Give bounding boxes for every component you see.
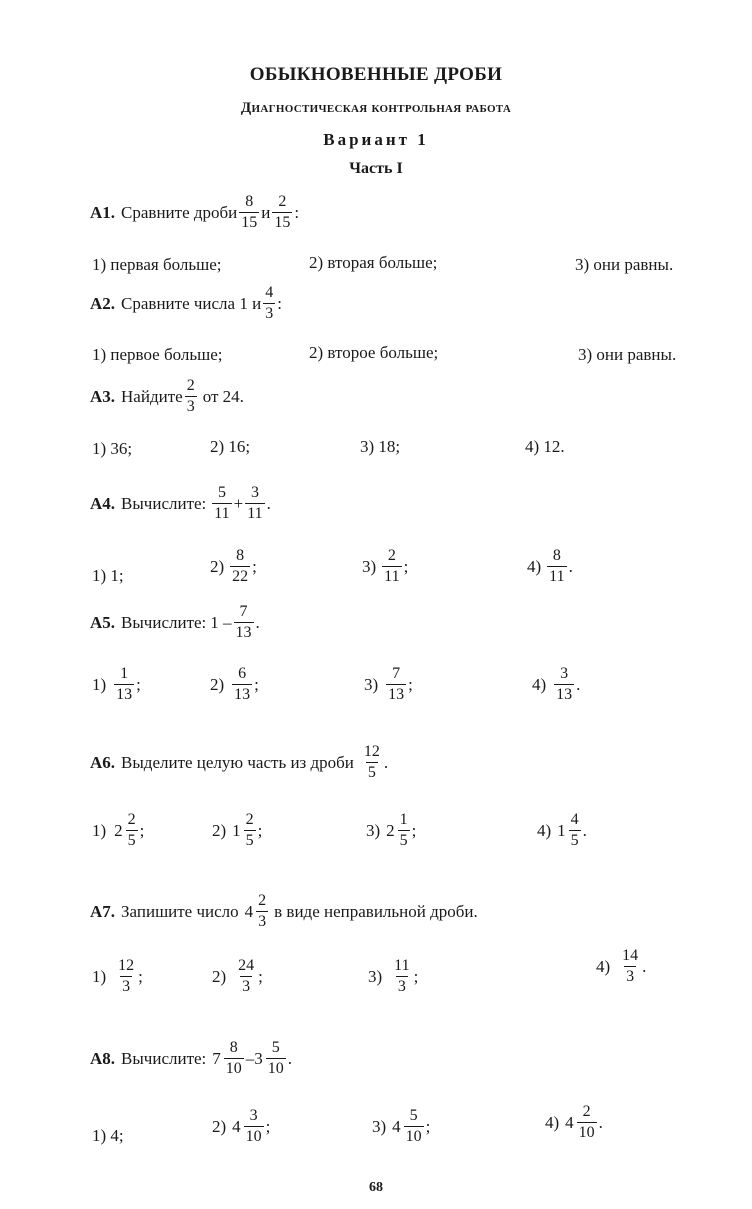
option-a5-1: 1) $\frac{1}{13}$ ; [92,665,141,703]
option-a6-2: 2) 1 $\frac{2}{5}$ ; [212,811,263,849]
question-a5: A5. Вычислите: 1 – $\frac{7}{13}$ . [90,603,260,641]
question-text: Вычислите: [121,612,207,632]
question-text: Вычислите: [121,493,207,513]
page-subtitle: Диагностическая контрольная работа [240,100,512,116]
option-a3-3: 3) 18; [360,437,401,456]
question-text: Найдите [121,386,183,406]
fraction: $\frac{24}{3}$ [238,957,255,995]
fraction: $\frac{8}{11}$ [549,547,565,585]
option-a8-4: 4) 4 $\frac{2}{10}$ . [545,1103,603,1141]
fraction: $\frac{1}{5}$ [399,811,408,849]
option-a1-3: 3) они равны. [575,255,674,274]
fraction: $\frac{8}{10}$ [225,1039,242,1077]
question-label: A7. [90,901,116,921]
conjunction: и [261,202,271,222]
question-a8: A8. Вычислите: 7 $\frac{8}{10}$ – 3 $\frac{5}{10}$ . [90,1039,293,1077]
variant-heading: Вариант 1 [323,130,429,149]
fraction: $\frac{2}{11}$ [384,547,400,585]
option-a3-2: 2) 16; [210,437,251,456]
question-text: Сравните числа 1 и [121,293,262,313]
operator: – [245,1048,255,1068]
question-label: A4. [90,493,116,513]
fraction: $\frac{5}{11}$ [214,484,230,522]
question-a2: A2. Сравните числа 1 и $\frac{4}{3}$ : [90,284,282,322]
question-label: A6. [90,752,116,772]
option-a4-1: 1) 1; [92,566,124,585]
option-a8-1: 1) 4; [92,1126,124,1145]
question-text: Выделите целую часть из дроби [121,752,354,772]
fraction: $\frac{6}{13}$ [234,665,251,703]
fraction: $\frac{2}{3}$ [186,377,195,415]
question-tail: от 24. [202,386,244,406]
fraction: $\frac{8}{22}$ [232,547,249,585]
fraction: $\frac{2}{3}$ [258,892,267,930]
fraction: $\frac{5}{10}$ [405,1107,422,1145]
fraction: $\frac{3}{10}$ [245,1107,262,1145]
option-a3-4: 4) 12. [525,437,565,456]
fraction: $\frac{5}{10}$ [267,1039,284,1077]
question-a7: A7. Запишите число 4 $\frac{2}{3}$ в виде неправильной дроби. [90,892,478,930]
question-label: A8. [90,1048,116,1068]
option-a2-3: 3) они равны. [578,345,677,364]
fraction: $\frac{3}{11}$ [247,484,263,522]
question-label: A5. [90,612,116,632]
fraction: $\frac{3}{13}$ [556,665,573,703]
operator: + [233,493,244,513]
question-label: A3. [90,386,116,406]
fraction: $\frac{2}{5}$ [127,811,136,849]
option-a1-2: 2) вторая больше; [309,253,438,272]
fraction: $\frac{12}{3}$ [118,957,135,995]
question-a3 [90,378,244,415]
option-a5-3: 3) $\frac{7}{13}$ ; [364,665,413,703]
option-a4-3: 3) $\frac{2}{11}$ ; [362,547,409,585]
fraction: $\frac{7}{13}$ [388,665,405,703]
fraction: $\frac{2}{5}$ [245,811,254,849]
option-a1-1: 1) первая больше; [92,255,222,274]
option-a8-2: 2) 4 $\frac{3}{10}$ ; [212,1107,271,1145]
option-a3-1: 1) 36; [92,439,133,458]
question-a1: A1. Сравните дроби $\frac{8}{15}$ и $\frac{2}{15}$ : [90,193,300,231]
question-tail: в виде неправильной дроби. [274,901,478,921]
fraction: $\frac{7}{13}$ [235,603,252,641]
option-a5-4: 4) $\frac{3}{13}$ . [532,665,581,703]
option-a2-2: 2) второе больше; [309,343,439,362]
fraction: $\frac{4}{5}$ [570,811,579,849]
question-text: Запишите число [121,901,239,921]
question-label: A1. [90,202,116,222]
fraction: $\frac{8}{15}$ [241,193,258,231]
question-a4: A4. Вычислите: $\frac{5}{11}$ + $\frac{3}{11}$ . [90,484,271,522]
fraction: $\frac{14}{3}$ [622,947,639,985]
option-a2-1: 1) первое больше; [92,345,223,364]
fraction: $\frac{12}{5}$ [363,743,380,781]
option-a4-2: 2) $\frac{8}{22}$ ; [210,547,257,585]
page-number: 68 [369,1180,383,1195]
fraction: $\frac{2}{10}$ [578,1103,595,1141]
fraction: $\frac{11}{3}$ [394,957,410,995]
option-a6-3: 3) 2 $\frac{1}{5}$ ; [366,811,417,849]
question-text: Сравните дроби [121,202,238,222]
option-a5-2: 2) $\frac{6}{13}$ ; [210,665,259,703]
option-a7-3: 3) $\frac{11}{3}$ ; [368,957,419,995]
option-a7-2: 2) $\frac{24}{3}$ ; [212,957,263,995]
question-label: A2. [90,293,116,313]
page-title: ОБЫКНОВЕННЫЕ ДРОБИ [249,64,503,85]
leading-term: 1 – [210,612,232,632]
fraction: $\frac{1}{13}$ [116,665,133,703]
option-a8-3: 3) 4 $\frac{5}{10}$ ; [372,1107,431,1145]
option-a7-1: 1) $\frac{12}{3}$ ; [92,957,143,995]
part-heading: Часть I [349,160,403,177]
fraction: $\frac{2}{15}$ [274,193,291,231]
question-a6: A6. Выделите целую часть из дроби $\frac{12}{5}$ . [90,743,389,781]
option-a4-4: 4) $\frac{8}{11}$ . [527,547,573,585]
option-a6-4: 4) 1 $\frac{4}{5}$ . [537,811,587,849]
option-a7-4: 4) $\frac{14}{3}$ . [596,947,647,985]
question-text: Вычислите: [121,1048,207,1068]
fraction: $\frac{4}{3}$ [265,284,274,322]
option-a6-1: 1) 2 $\frac{2}{5}$ ; [92,811,145,849]
